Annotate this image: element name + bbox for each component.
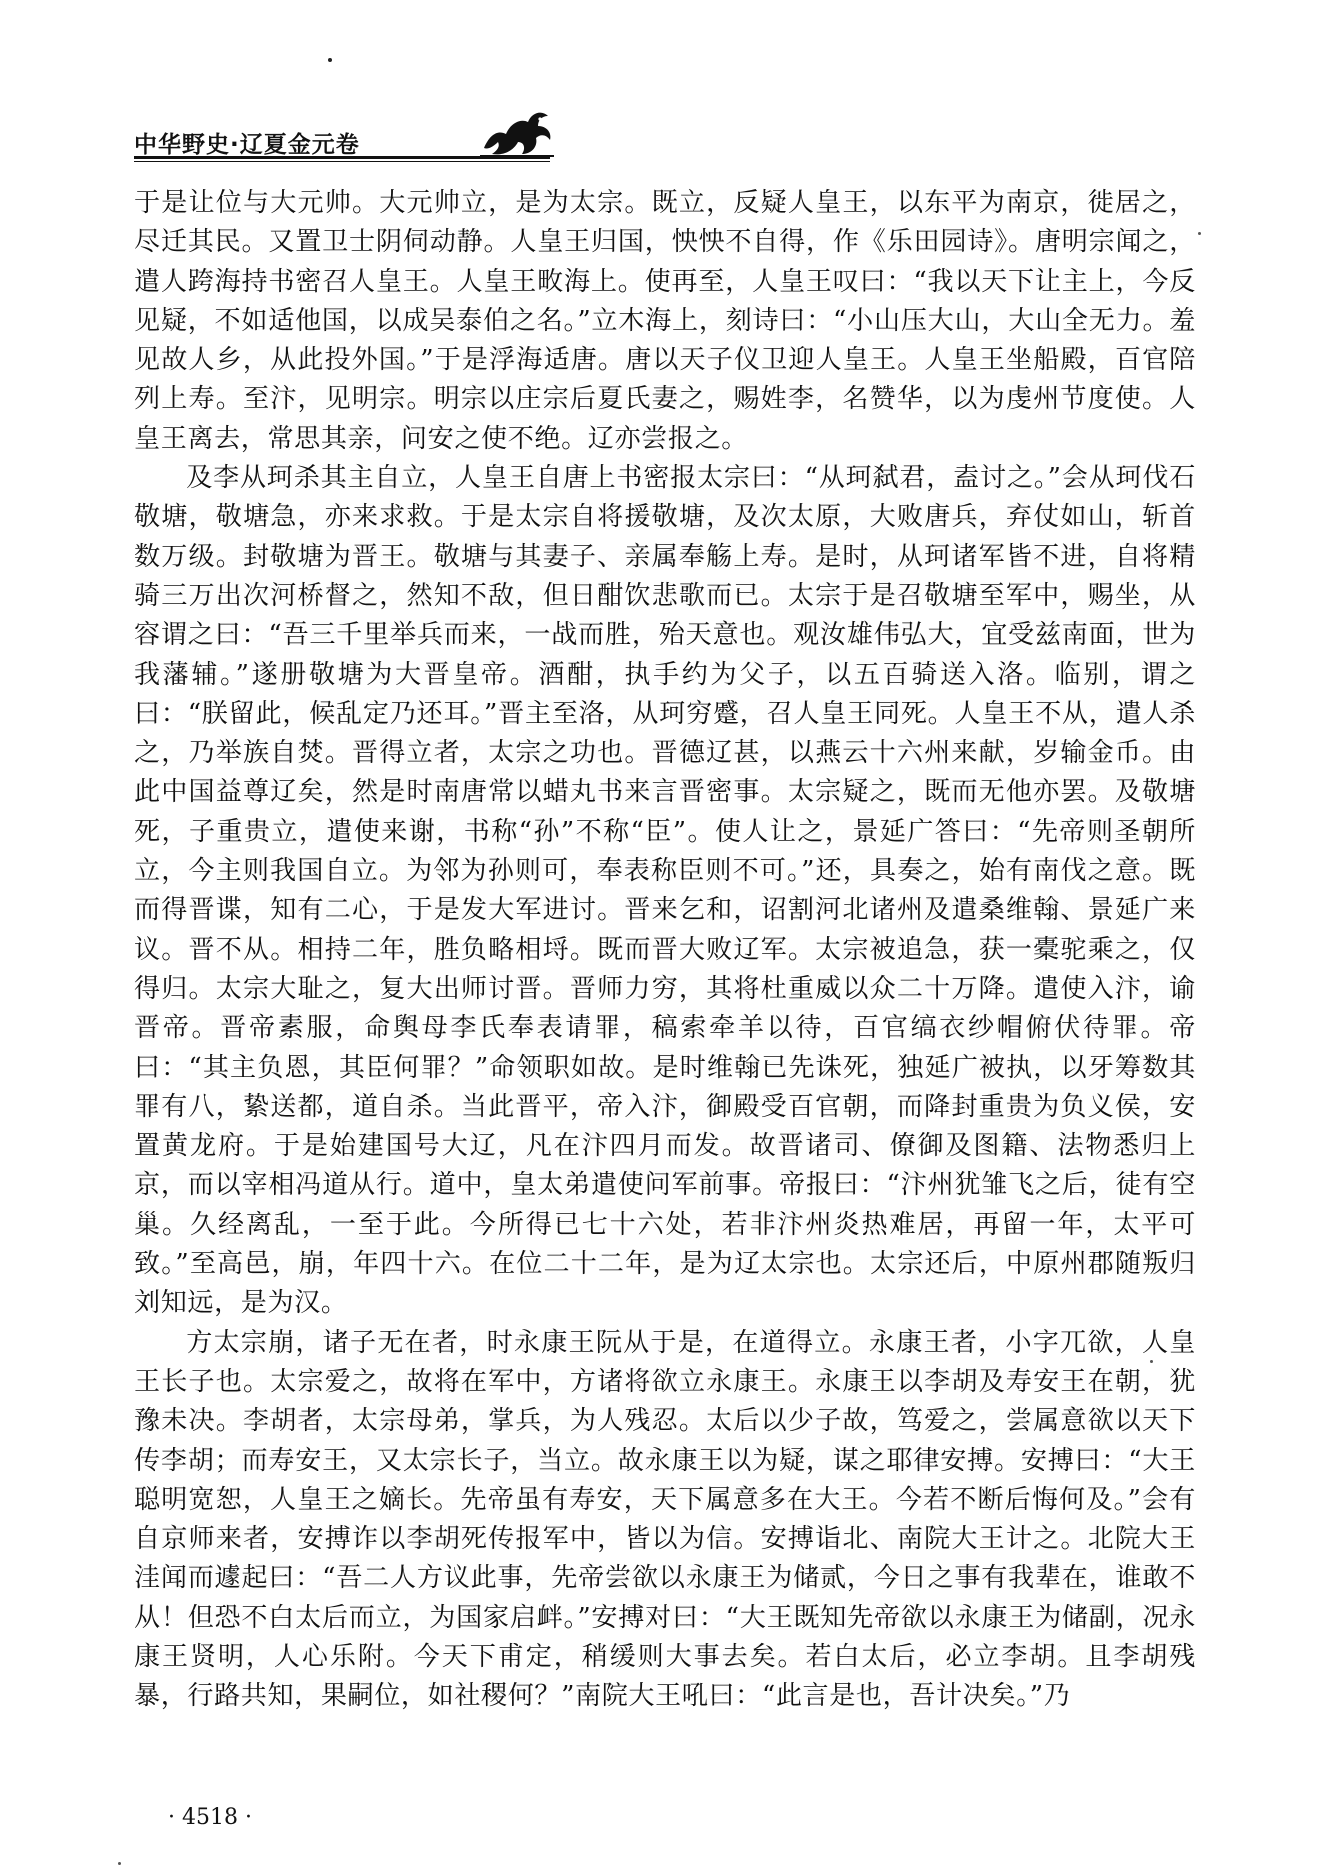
margin-mark — [1150, 1360, 1153, 1363]
page-number: · 4518 · — [168, 1805, 252, 1830]
paragraph-2: 及李从珂杀其主自立，人皇王自唐上书密报太宗曰：“从珂弑君，盍讨之。”会从珂伐石敬塘，敬塘急，亦来求救。于是太宗自将援敬塘，及次太原，大败唐兵，弃仗如山，斩首数万级。封敬塘为晋王。敬塘与其妻子、亲属奉觞上寿。是时，从珂诸军皆不进，自将精骑三万出次河桥督之，然知不敌，但日酣饮悲歌而已。太宗于是召敬塘至军中，赐坐，从容谓之曰：“吾三千里举兵而来，一战而胜，殆天意也。观汝雄伟弘大，宜受兹南面，世为我藩辅。”遂册敬塘为大晋皇帝。酒酣，执手约为父子，以五百骑送入洛。临别，谓之曰：“朕留此，候乱定乃还耳。”晋主至洛，从珂穷蹙，召人皇王同死。人皇王不从，遣人杀之，乃举族自焚。晋得立者，太宗之功也。晋德辽甚，以燕云十六州来献，岁输金币。由此中国益尊辽矣，然是时南唐常以蜡丸书来言晋密事。太宗疑之，既而无他亦罢。及敬塘死，子重贵立，遣使来谢，书称“孙”不称“臣”。使人让之，景延广答曰：“先帝则圣朝所立，今主则我国自立。为邻为孙则可，奉表称臣则不可。”还，具奏之，始有南伐之意。既而得晋谍，知有二心，于是发大军进讨。晋来乞和，诏割河北诸州及遣桑维翰、景延广来议。晋不从。相持二年，胜负略相埒。既而晋大败辽军。太宗被追急，获一橐驼乘之，仅得归。太宗大耻之，复大出师讨晋。晋师力穷，其将杜重威以众二十万降。遣使入汴，谕晋帝。晋帝素服，命舆母李氏奉表请罪，稿索牵羊以待，百官缟衣纱帽俯伏待罪。帝曰：“其主负恩，其臣何罪？”命领职如故。是时维翰已先诛死，独延广被执，以牙筹数其罪有八，絷送都，道自杀。当此晋平，帝入汴，御殿受百官朝，而降封重贵为负义侯，安置黄龙府。于是始建国号大辽，凡在汴四月而发。故晋诸司、僚御及图籍、法物悉归上京，而以宰相冯道从行。道中，皇太弟遣使问军前事。帝报曰：“汴州犹雏飞之后，徒有空巢。久经离乱，一至于此。今所得已七十六处，若非汴州炎热难居，再留一年，太平可致。”至高邑，崩，年四十六。在位二十二年，是为辽太宗也。太宗还后，中原州郡随叛归刘知远，是为汉。 — [134, 463, 1196, 1319]
stray-mark — [328, 58, 332, 62]
dragon-icon — [476, 104, 556, 162]
header-title: 中华野史·辽夏金元卷 — [134, 132, 360, 158]
margin-mark — [1198, 232, 1201, 235]
header-rule — [134, 156, 550, 159]
header-rule-thin — [134, 161, 550, 162]
paragraph-3: 方太宗崩，诸子无在者，时永康王阮从于是，在道得立。永康王者，小字兀欲，人皇王长子也。太宗爱之，故将在军中，方诸将欲立永康王。永康王以李胡及寿安王在朝，犹豫未决。李胡者，太宗母弟，掌兵，为人残忍。太后以少子故，笃爱之，尝属意欲以天下传李胡；而寿安王，又太宗长子，当立。故永康王以为疑，谋之耶律安搏。安搏曰：“大王聪明宽恕，人皇王之嫡长。先帝虽有寿安，天下属意多在大王。今若不断后悔何及。”会有自京师来者，安搏诈以李胡死传报军中，皆以为信。安搏诣北、南院大王计之。北院大王洼闻而遽起曰：“吾二人方议此事，先帝尝欲以永康王为储贰，今日之事有我辈在，谁敢不从！但恐不白太后而立，为国家启衅。”安搏对曰：“大王既知先帝欲以永康王为储副，况永康王贤明，人心乐附。今天下甫定，稍缓则大事去矣。若白太后，必立李胡。且李胡残暴，行路共知，果嗣位，如社稷何？”南院大王吼曰：“此言是也，吾计决矣。”乃 — [134, 1327, 1196, 1712]
running-header — [134, 104, 1196, 158]
article-body — [134, 184, 1196, 1717]
paragraph-1: 于是让位与大元帅。大元帅立，是为太宗。既立，反疑人皇王，以东平为南京，徙居之，尽迁其民。又置卫士阴伺动静。人皇王归国，怏怏不自得，作《乐田园诗》。唐明宗闻之，遣人跨海持书密召人皇王。人皇王畋海上。使再至，人皇王叹曰：“我以天下让主上，今反见疑，不如适他国，以成吴泰伯之名。”立木海上，刻诗曰：“小山压大山，大山全无力。羞见故人乡，从此投外国。”于是浮海适唐。唐以天子仪卫迎人皇王。人皇王坐船殿，百官陪列上寿。至汴，见明宗。明宗以庄宗后夏氏妻之，赐姓李，名赞华，以为虔州节度使。人皇王离去，常思其亲，问安之使不绝。辽亦尝报之。 — [134, 188, 1196, 454]
margin-mark — [118, 1862, 121, 1865]
